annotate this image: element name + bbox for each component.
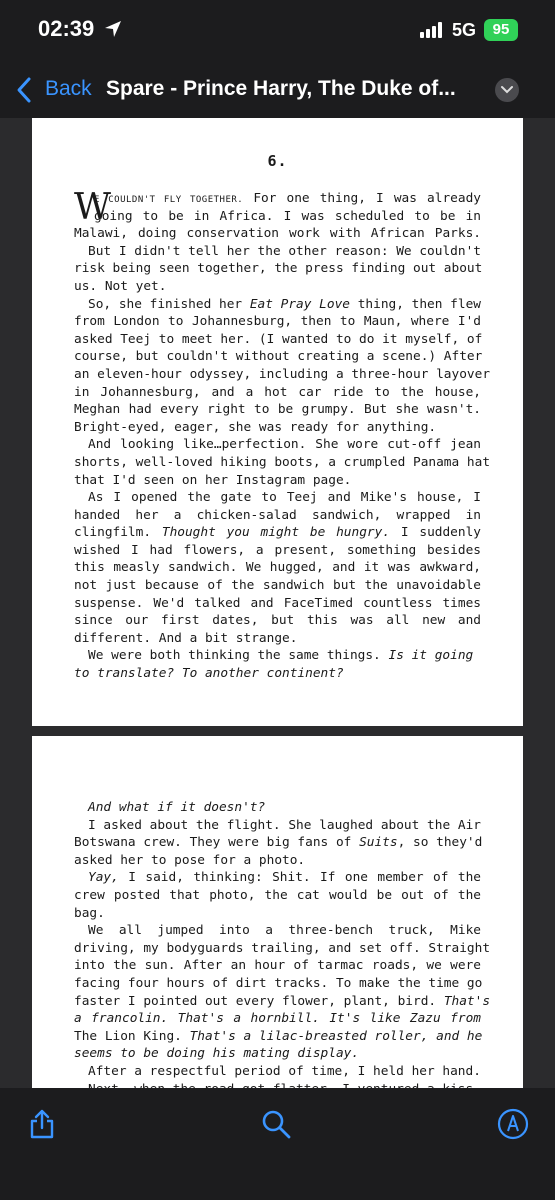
text-line: Yay, I said, thinking: Shit. If one member of the	[88, 870, 481, 886]
text-line: asked Teej to meet her. (I wanted to do it myself, of	[74, 331, 483, 347]
text-line: So, she finished her Eat Pray Love thing, then flew	[88, 296, 481, 312]
text-line: wished I had flowers, a present, something besides	[74, 542, 481, 558]
text-line: We all jumped into a three-bench truck, Mike	[88, 923, 481, 939]
text-line: We were both thinking the same things. Is it going	[88, 648, 474, 664]
text-line: from London to Johannesburg, then to Maun, where I'd	[74, 314, 481, 330]
battery-icon	[484, 19, 518, 41]
text-line: shorts, well-loved hiking boots, a crumpled Panama hat	[74, 454, 491, 470]
text-line: And what if it doesn't?	[88, 800, 266, 815]
text-line: And looking like…perfection. She wore cut-off jean	[88, 437, 481, 453]
text-line: asked her to pose for a photo.	[74, 852, 306, 868]
chevron-down-icon	[501, 86, 513, 94]
text-line: bag.	[74, 905, 105, 921]
text-line: this measly sandwich. We hugged, and it was awkward,	[74, 560, 481, 576]
text-line: crew posted that photo, the cat would be out of the	[74, 887, 481, 903]
text-line: clingfilm. Thought you might be hungry. I suddenly	[74, 525, 481, 541]
network-type: 5G	[452, 20, 477, 40]
text-line: faster I pointed out every flower, plant, bird. That's	[74, 993, 491, 1009]
share-icon[interactable]	[26, 1108, 58, 1140]
nav-bar	[0, 62, 555, 118]
text-line: not just because of the sandwich but the unavoidable	[74, 578, 481, 594]
page-1-text	[74, 187, 491, 683]
bottom-toolbar	[0, 1088, 555, 1200]
clock: 02:39	[38, 16, 95, 41]
document-page-1	[32, 118, 523, 726]
search-icon[interactable]	[260, 1108, 292, 1140]
markup-icon[interactable]	[497, 1108, 529, 1140]
text-line: us. Not yet.	[74, 278, 167, 294]
text-line: Malawi, doing conservation work with African Parks.	[74, 226, 481, 242]
text-line: Botswana crew. They were big fans of Suits, so they'd	[74, 835, 483, 851]
text-line: going to be in Africa. I was scheduled to be in	[94, 208, 481, 224]
back-button[interactable]: Back	[45, 77, 92, 100]
text-line: seems to be doing his mating display.	[74, 1046, 360, 1062]
document-title[interactable]: Spare - Prince Harry, The Duke of...	[106, 77, 456, 100]
status-bar	[0, 0, 555, 62]
text-line: an eleven-hour odyssey, including a three-hour layover	[74, 366, 491, 382]
text-line: different. And a bit strange.	[74, 630, 298, 646]
text-line: handed her a chicken-salad sandwich, wrapped in	[74, 507, 481, 523]
text-line: But I didn't tell her the other reason: We couldn't	[88, 243, 481, 259]
text-line: suspense. We'd talked and FaceTimed countless times	[74, 595, 481, 611]
text-line: into the sun. After an hour of tarmac roads, we were	[74, 958, 481, 974]
page-2-text	[74, 799, 491, 1116]
text-line: in Johannesburg, and a hot car ride to the house,	[74, 384, 481, 400]
text-line: Meghan had every right to be grumpy. But she wasn't.	[74, 402, 481, 418]
text-line: E COULDN'T FLY TOGETHER. For one thing, I was already	[94, 191, 481, 206]
text-line: As I opened the gate to Teej and Mike's house, I	[88, 490, 481, 506]
text-line: that I'd seen on her Instagram page.	[74, 472, 352, 488]
drop-cap: W	[74, 187, 112, 228]
text-line: risk being seen together, the press finding out about	[74, 261, 483, 277]
document-page-2	[32, 736, 523, 1088]
text-line: The Lion King. That's a lilac-breasted roller, and he	[74, 1028, 483, 1044]
text-line: since our first dates, but this was all new and	[74, 613, 481, 629]
text-line: a francolin. That's a hornbill. It's like Zazu from	[74, 1011, 481, 1027]
title-menu-button[interactable]	[495, 78, 519, 102]
location-arrow-icon	[104, 20, 122, 38]
text-line: After a respectful period of time, I held her hand.	[88, 1063, 481, 1079]
chevron-left-icon[interactable]	[16, 77, 32, 103]
text-line: to translate? To another continent?	[74, 666, 344, 682]
text-line: course, but couldn't without creating a scene.) After	[74, 349, 483, 365]
text-line: facing four hours of dirt tracks. To make the time go	[74, 975, 483, 991]
battery-level: 95	[492, 21, 510, 38]
text-line: Bright-eyed, eager, she was ready for anything.	[74, 419, 437, 435]
text-line: driving, my bodyguards trailing, and set off. Straight	[74, 940, 491, 956]
chapter-heading: 6.	[267, 152, 288, 170]
text-line: I asked about the flight. She laughed about the Air	[88, 817, 481, 833]
